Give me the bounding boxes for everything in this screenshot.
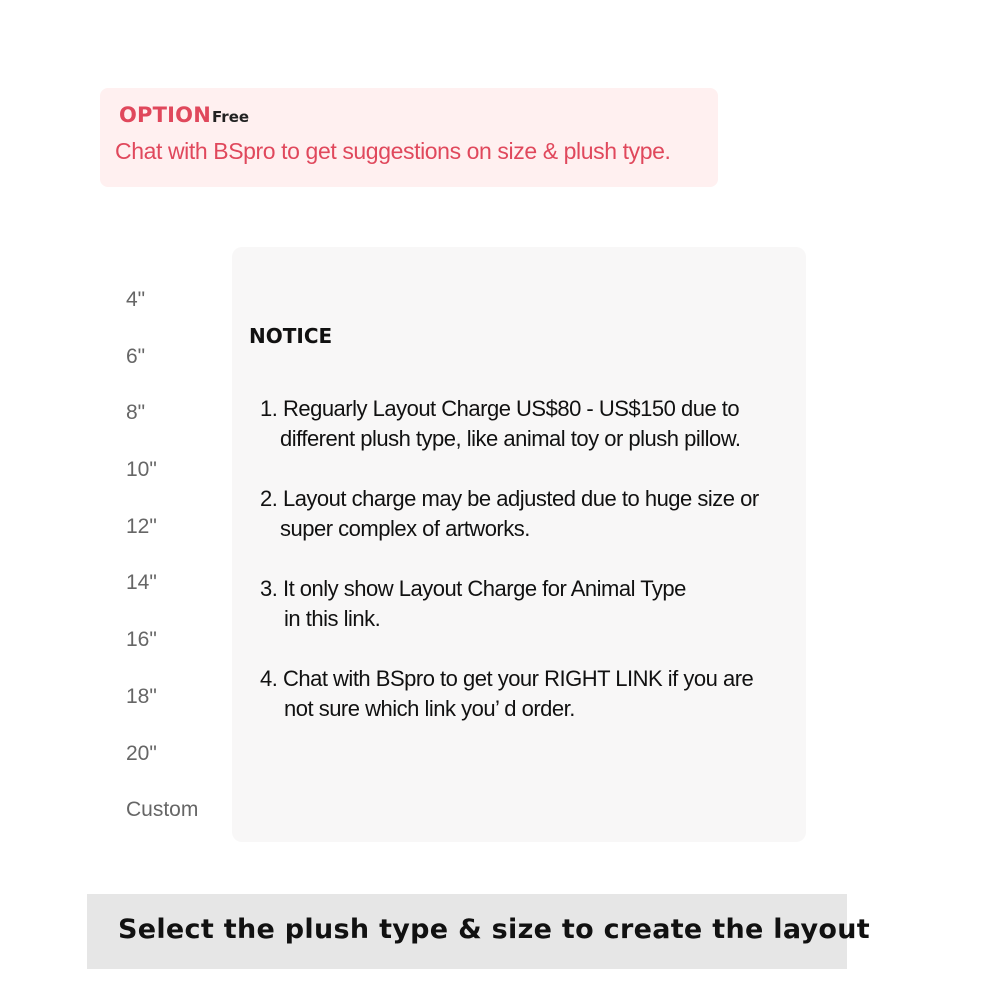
notice-item: [260, 574, 800, 634]
size-option-4[interactable]: 4": [126, 288, 146, 311]
notice-item-line: 1. Reguarly Layout Charge US$80 - US$150 due to: [260, 396, 740, 421]
notice-item-line: different plush type, like animal toy or plush pillow.: [280, 426, 741, 451]
size-option-18[interactable]: 18": [126, 684, 157, 708]
select-type-size-bar[interactable]: [87, 894, 871, 969]
option-banner: [100, 88, 718, 187]
size-option-8[interactable]: 8": [126, 401, 146, 425]
option-description: Chat with BSpro to get suggestions on size & plush type.: [115, 138, 671, 164]
notice-list: [260, 394, 800, 754]
size-option-12[interactable]: 12": [126, 514, 157, 538]
size-option-custom[interactable]: Custom: [126, 798, 199, 822]
option-heading: [119, 103, 249, 127]
notice-title: NOTICE: [249, 324, 333, 348]
option-label: OPTION: [119, 103, 212, 127]
notice-item: [260, 394, 800, 454]
size-option-6[interactable]: 6": [126, 344, 146, 368]
size-option-16[interactable]: 16": [126, 628, 157, 652]
notice-item-line: 3. It only show Layout Charge for Animal Type: [260, 576, 686, 601]
size-list: [126, 286, 198, 853]
notice-panel: [232, 247, 806, 842]
free-badge: Free: [212, 108, 250, 126]
size-option-14[interactable]: 14": [126, 571, 157, 595]
notice-item: [260, 484, 800, 544]
notice-item-line: super complex of artworks.: [280, 516, 530, 541]
notice-item: [260, 664, 800, 724]
notice-item-line: in this link.: [284, 606, 381, 631]
select-type-size-label: Select the plush type & size to create the layout: [118, 914, 871, 945]
notice-item-line: 2. Layout charge may be adjusted due to huge size or: [260, 486, 759, 511]
notice-item-line: not sure which link you’ d order.: [284, 696, 575, 721]
size-option-10[interactable]: 10": [126, 458, 157, 482]
notice-item-line: 4. Chat with BSpro to get your RIGHT LINK if you are: [260, 666, 754, 691]
size-option-20[interactable]: 20": [126, 741, 157, 765]
